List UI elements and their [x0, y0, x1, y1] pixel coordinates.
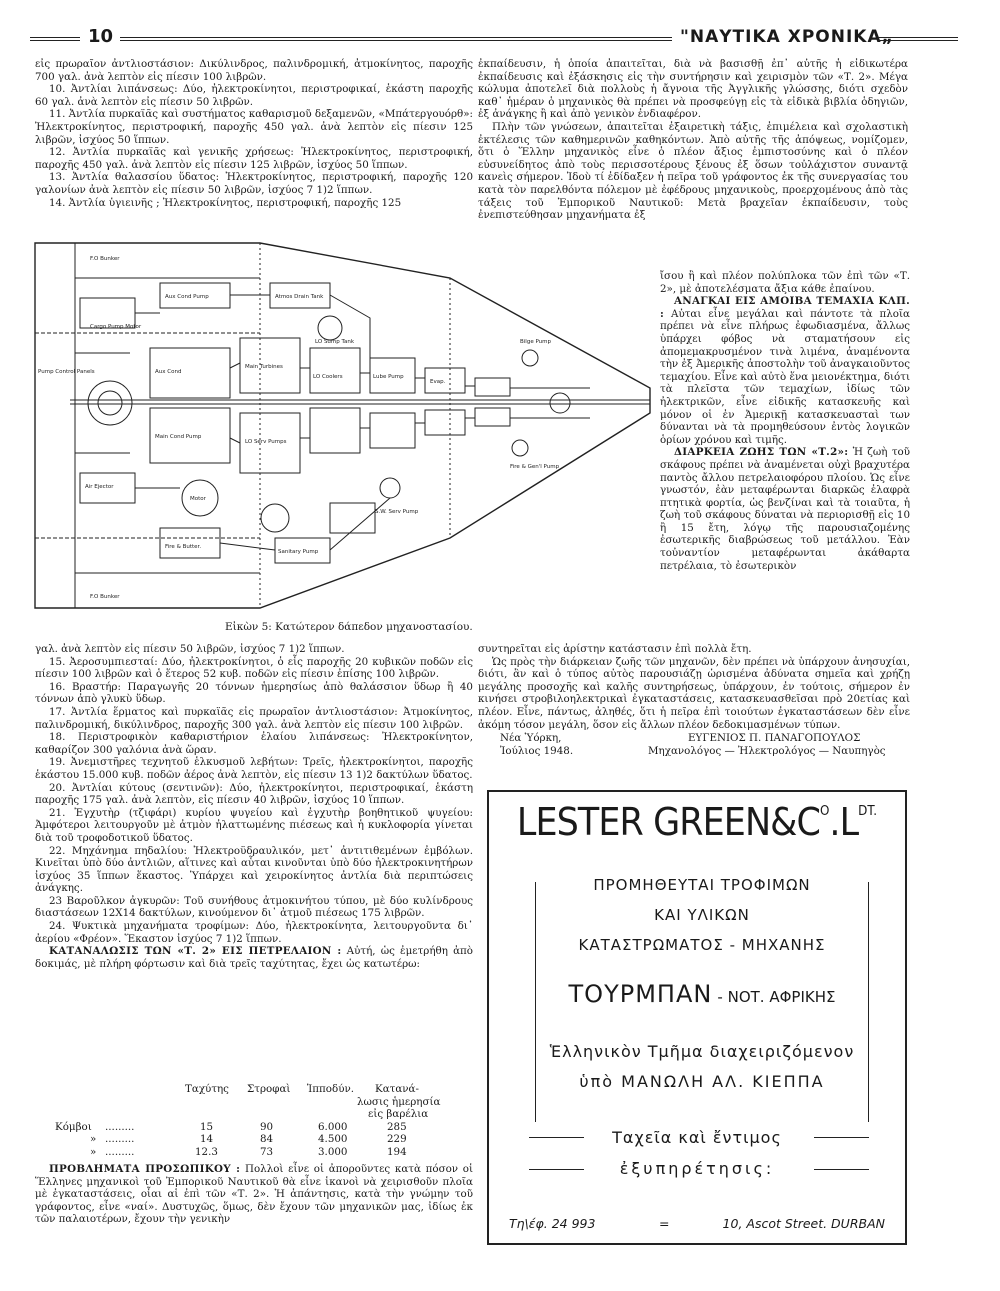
cell-rpm: 84 [260, 1133, 274, 1146]
table-row [35, 1146, 475, 1159]
cell-hp: 3.000 [318, 1145, 348, 1158]
signature-date: Ἰούλιος 1948. [500, 744, 574, 757]
header-rule-middle [120, 37, 672, 41]
section-heading: ΚΑΤΑΝΑΛΩΣΙΣ ΤΩΝ «Τ. 2» ΕΙΣ ΠΕΤΡΕΛΑΙΟΝ : [49, 945, 342, 958]
header-rule-left [30, 37, 80, 41]
ad-inner-box [535, 876, 869, 1122]
cell-speed: 14 [200, 1133, 214, 1146]
cell-speed: 12.3 [195, 1145, 218, 1158]
ad-country: - ΝΟΤ. ΑΦΡΙΚΗΣ [717, 988, 836, 1006]
ad-company-ltd: .L [829, 800, 859, 844]
ad-rule [814, 1137, 869, 1138]
paragraph: 16. Βραστήρ: Παραγωγῆς 20 τόννων ἡμερησίως ἀπὸ θαλάσσιον ὕδωρ ἢ 40 τόννων ἀπὸ γλυκὺ ὕδωρ. [35, 680, 473, 706]
diagram-label: S.W. Serv Pump [375, 509, 419, 515]
diagram-label: Fire & Gen'l Pump [510, 464, 560, 470]
diagram-label: Atmos Drain Tank [275, 294, 324, 300]
engine-room-diagram [30, 238, 655, 618]
table-row [35, 1133, 475, 1146]
paragraph: 20. Ἀντλίαι κύτους (σεντινῶν): Δύο, ἠλεκτροκίνητοι, περιστροφικαί, ἑκάστη παροχῆς 175 γαλ. ἀνὰ λεπτὸν, εἰς πίεσιν 40 λιβρῶν, ἰσχύος 10 ἵππων. [35, 781, 473, 807]
row-dots: ......... [105, 1133, 135, 1146]
cell-hp: 6.000 [318, 1120, 348, 1133]
table-header-row [35, 1096, 475, 1109]
column-header: λωσις ἡμερησία [357, 1095, 441, 1108]
magazine-title: "ΝΑΥΤΙΚΑ ΧΡΟΝΙΚΑ„ [680, 27, 894, 47]
personnel-section [35, 1163, 473, 1226]
cell-speed: 15 [200, 1120, 214, 1133]
cell-consumption: 285 [387, 1120, 407, 1133]
diagram-label: F.O Bunker [90, 256, 120, 262]
row-dots: ......... [105, 1120, 135, 1133]
paragraph: εἰς πρωραῖον ἀντλιοστάσιον: Δικύλινδρος, παλινδρομική, ἀτμοκίνητος, παροχῆς 700 γαλ. ἀνὰ λεπτὸν εἰς πίεσιν 100 λιβρῶν. [35, 58, 473, 83]
table-row [35, 1121, 475, 1134]
signature-block [478, 732, 910, 758]
column-header: Ἱπποδύν. [307, 1083, 354, 1095]
paragraph: γαλ. ἀνὰ λεπτὸν εἰς πίεσιν 50 λιβρῶν, ἰσχύος 7 1)2 ἵππων. [35, 643, 345, 655]
ad-company-text: LESTER GREEN&C [516, 800, 821, 844]
left-column-top [35, 58, 473, 209]
paragraph: Πλὴν τῶν γνώσεων, ἀπαιτεῖται ἐξαιρετικὴ τάξις, ἐπιμέλεια καὶ σχολαστικὴ ἐκτέλεσις τῶν καθημερινῶν καθηκόντων. Ἀπὸ αὐτῆς τῆς ἀπόψεως, νομίζομεν, ὅτι ὁ Ἕλλην μηχανικὸς εἶνε ὁ πλέον ἄξιος ἐμπιστοσύνης καὶ ὁ πλέον εὐσυνείδητος ἀπὸ τοὺς περισσοτέρους ξένους ἐξ ὅσων τοὐλάχιστον συναντᾷ κανεὶς σήμερον. Ἰδοὺ τί ἐδίδαξεν ἡ πεῖρα τοῦ γράφοντος ἐκ τῆς συνεργασίας του κατὰ τὸν παρελθόντα πόλεμον μὲ ἐφέδρους μηχανικοὺς, προερχομένους ἀπὸ τὰς τάξεις τοῦ Ἐμπορικοῦ Ναυτικοῦ: Μετὰ βραχεῖαν ἐκπαίδευσιν, τοὺς ἐνεπιστεύθησαν μηχανήματα ἐξ [478, 120, 908, 222]
right-column-middle [660, 270, 910, 572]
paragraph: 22. Μηχάνημα πηδαλίου: Ἠλεκτροϋδραυλικόν, μετ᾽ ἀντιτιθεμένων ἐμβόλων. Κινεῖται ὑπὸ δύο ἀντλιῶν, αἵτινες καὶ αὗται κινοῦνται ὑπὸ δύο ἠλεκτροκινητήρων ἰσχύος 35 ἵππων ἕκαστος. Ὑπάρχει καὶ χειροκίνητος ἀντλία διὰ περιπτώσεις ἀνάγκης. [35, 844, 473, 895]
ad-city: ΤΟΥΡΜΠΑΝ [568, 980, 713, 1008]
row-label: » [90, 1133, 97, 1146]
cell-consumption: 194 [387, 1145, 407, 1158]
row-label: Κόμβοι [55, 1120, 92, 1133]
header-rule-right [878, 37, 958, 41]
paragraph: 17. Ἀντλία ἕρματος καὶ πυρκαϊᾶς εἰς πρωραῖον ἀντλιοστάσιον: Ἀτμοκίνητος, παλινδρομική, δικύλινδρος, παροχῆς 300 γαλ. ἀνὰ λεπτὸν εἰς πίεσιν 100 λιβρῶν. [35, 705, 473, 731]
column-header: Κατανά- [375, 1083, 419, 1095]
ad-city-line [536, 980, 868, 1008]
ad-rule [814, 1169, 869, 1170]
paragraph: 24. Ψυκτικὰ μηχανήματα τροφίμων: Δύο, ἠλεκτροκίνητα, λειτουργοῦντα δι᾽ ἀερίου «Φρέον». Ἕκαστον ἰσχύος 7 1)2 ἵππων. [35, 920, 473, 945]
diagram-label: Lube Pump [373, 374, 404, 380]
diagram-label: Bilge Pump [520, 339, 552, 345]
diagram-label: Pump Control Panels [38, 369, 95, 375]
paragraph: ἴσου ἢ καὶ πλέον πολύπλοκα τῶν ἐπὶ τῶν «Τ. 2», μὲ ἀποτελέσματα ἄξια κάθε ἐπαίνου. [660, 270, 910, 295]
diagram-label: LO Sump Tank [315, 339, 355, 345]
section [660, 295, 910, 446]
ad-address: 10, Ascot Street. DURBAN [722, 1216, 885, 1231]
diagram-label: Cargo Pump Motor [90, 324, 142, 330]
ad-line: ἐξυπηρέτησις: [619, 1159, 775, 1178]
diagram-label: Fire & Butter. [165, 544, 202, 550]
ad-company-dt: DT. [858, 804, 878, 819]
diagram-label: Sanitary Pump [278, 549, 319, 555]
column-header: Στροφαὶ [247, 1083, 291, 1095]
table-header-row [35, 1108, 475, 1121]
diagram-label: Main Cond Pump [155, 434, 202, 440]
section-text: Πολλοὶ εἶνε οἱ ἀποροῦντες κατὰ πόσον οἱ Ἕλληνες μηχανικοὶ τοῦ Ἐμπορικοῦ Ναυτικοῦ θὰ εἶνε ἱκανοὶ νὰ χειρισθοῦν πλοῖα μὲ ἐγκαταστάσεις, οἷαι αἱ ἐπὶ τῶν «Τ. 2». Ἡ ἀπάντησις, κατὰ τὴν γνώμην τοῦ γράφοντος, εἶνε «ναί». Δυστυχῶς, ὅμως, δὲν ἔχουν τῶν μηχανικῶν μας, ἰδίως ἐκ τῶν παλαιοτέρων, ἔχουν τὴν γενικὴν [35, 1163, 473, 1226]
left-column-bottom [35, 643, 473, 970]
diagram-label: Air Ejector [85, 484, 114, 490]
paragraph: 15. Ἀεροσυμπιεσταί: Δύο, ἠλεκτροκίνητοι, ὁ εἷς παροχῆς 20 κυβικῶν ποδῶν εἰς πίεσιν 100 λιβρῶν καὶ ὁ ἕτερος 52 κυβ. ποδῶν εἰς πίεσιν ἐπίσης 100 λιβρῶν. [35, 655, 473, 681]
paragraph: 23 Βαροῦλκον ἀγκυρῶν: Τοῦ συνήθους ἀτμοκινήτου τύπου, μὲ δύο κυλίνδρους διαστάσεων 12Χ14 δακτύλων, κινούμενον δι᾽ ἀτμοῦ πιέσεως 175 λιβρῶν. [35, 894, 473, 920]
ad-separator: = [659, 1216, 670, 1231]
section-heading: ΠΡΟΒΛΗΜΑΤΑ ΠΡΟΣΩΠΙΚΟΥ : [49, 1163, 241, 1175]
ad-line: ΚΑΤΑΣΤΡΩΜΑΤΟΣ - ΜΗΧΑΝΗΣ [578, 936, 826, 954]
paragraph: 19. Ἀνεμιστῆρες τεχνητοῦ ἑλκυσμοῦ λεβήτων: Τρεῖς, ἠλεκτροκίνητοι, παροχῆς ἑκάστου 15.000 κυβ. ποδῶν ἀέρος ἀνὰ λεπτὸν, εἰς πίεσιν 13 1)2 δακτύλων ὕδατος. [35, 756, 473, 781]
diagram-label: LO Coolers [313, 374, 343, 380]
ad-line: ὑπὸ ΜΑΝΩΛΗ ΑΛ. ΚΙΕΠΠΑ [579, 1072, 825, 1091]
diagram-label: Motor [190, 496, 206, 502]
paragraph: 18. Περιστροφικὸν καθαριστήριον ἐλαίου λιπάνσεως: Ἠλεκτροκίνητον, καθαρίζον 300 γαλόνια ἀνὰ ὥραν. [35, 731, 473, 756]
diagram-label: LO Serv Pumps [245, 439, 287, 445]
figure-caption: Εἰκὼν 5: Κατώτερον δάπεδον μηχανοστασίου. [225, 621, 473, 633]
section [660, 446, 910, 572]
cell-hp: 4.500 [318, 1133, 348, 1146]
section-text: Ἡ ζωὴ τοῦ σκάφους πρέπει νὰ ἀναμένεται οὐχὶ βραχυτέρα παντὸς ἄλλου πετρελαιοφόρου πλοίου. Ὡς εἶνε γνωστόν, ἐὰν μεταφέρωνται διαρκῶς ἐλαφρὰ πτητικὰ φορτία, ὡς βενζίναι καὶ τὰ τοιαῦτα, ἡ ζωὴ τοῦ σκάφους δύναται νὰ περιορισθῇ εἰς 10 ἢ 15 ἔτη, λόγῳ τῆς παρουσιαζομένης ἐσωτερικῆς διαβρώσεως τοῦ μετάλλου. Ἐὰν τοὐναντίον μεταφέρωνται ἀκάθαρτα πετρέλαια, τὸ ἐσωτερικὸν [660, 446, 910, 572]
ad-line: Ἑλληνικὸν Τμῆμα διαχειριζόμενον [549, 1042, 855, 1061]
right-column-top [478, 58, 908, 222]
ad-line: Ταχεῖα καὶ ἔντιμος [612, 1128, 782, 1147]
diagram-label: Aux Cond [155, 369, 182, 375]
paragraph: ἐκπαίδευσιν, ἡ ὁποία ἀπαιτεῖται, διὰ νὰ βασισθῇ ἐπ᾽ αὐτῆς ἡ εἰδικωτέρα ἐκπαίδευσις καὶ ἐξάσκησις εἰς τὴν συντήρησιν καὶ χειρισμὸν τῶν «Τ. 2». Μέγα κώλυμα ἀποτελεῖ διὰ πολλοὺς ἡ ἄγνοια τῆς Ἀγγλικῆς γλώσσης, διότι σχεδὸν καθ᾽ ἡμέραν ὁ μηχανικὸς θὰ πρέπει νὰ προσφεύγῃ εἰς τὰ εἰδικὰ βιβλία ὁδηγιῶν, ἐξ ἀνάγκης ἢ καὶ ἀπὸ γενικὸν ἐνδιαφέρον. [478, 58, 908, 121]
cell-consumption: 229 [387, 1133, 407, 1146]
section [35, 945, 473, 970]
section-heading: ΔΙΑΡΚΕΙΑ ΖΩΗΣ ΤΩΝ «Τ.2»: [674, 446, 849, 459]
signature-place: Νέα Ὑόρκη, [500, 732, 562, 745]
section-text: Αὐτή, ὡς ἐμετρήθη ἀπὸ δοκιμάς, μὲ πλήρη φόρτωσιν καὶ διὰ τρεῖς ταχύτητας, ἔχει ὡς κατωτέρω: [35, 945, 473, 970]
section-text: Αὐται εἶνε μεγάλαι καὶ πάντοτε τὰ πλοῖα πρέπει νὰ εἶνε πλήρως ἐφωδιασμένα, ἄλλως ὑπάρχει φόβος νὰ σταματήσουν εἰς ἀπομεμακρυσμένον τινὰ λιμένα, ἀναμένοντα τὴν ἐξ Ἀμερικῆς ἀποστολὴν τοῦ ἀναγκαιοῦντος τεμαχίου. Εἶνε καὶ αὐτὸ ἕνα μειονέκτημα, διότι τὰ πλεῖστα τῶν τεμαχίων, ἰδίως τῶν ἠλεκτρικῶν, εἶνε εἰδικῆς κατασκευῆς καὶ μόνον οἱ ἐν Ἀμερικῇ κατασκευασταὶ των δύνανται νὰ τὰ προμηθεύσουν ἐντὸς λογικῶν ὁρίων χρόνου καὶ τιμῆς. [660, 307, 910, 446]
page-header [30, 28, 958, 50]
section-heading: ΑΝΑΓΚΑΙ ΕΙΣ ΑΜΟΙΒΑ ΤΕΜΑΧΙΑ ΚΛΠ. : [660, 295, 910, 320]
ad-company-name [506, 800, 889, 844]
row-label: » [90, 1145, 97, 1158]
column-header: Ταχύτης [185, 1083, 229, 1095]
engine-room-plan [30, 238, 655, 618]
paragraph: Ὡς πρὸς τὴν διάρκειαν ζωῆς τῶν μηχανῶν, δὲν πρέπει νὰ ὑπάρχουν ἀνησυχίαι, διότι, ἂν καὶ ὁ τύπος αὐτὸς παρουσιάζῃ ὡρισμένα ἀδύνατα σημεῖα καὶ χρήζῃ μεγάλης προσοχῆς καὶ καλῆς συντηρήσεως, ὑπάρχουν, ἐν τούτοις, σήμερον ἐν κινήσει στροβιλοηλεκτρικαὶ ἐγκαταστάσεις, κατασκευασθεῖσαι πρὸ 20ετίας καὶ πλέον. Εἶνε, πάντως, ἀληθές, ὅτι ἡ πεῖρα ἐπὶ τοιούτων ἐγκαταστάσεων δὲν εἶνε ἀκόμη τόσον μεγάλη, ὅσον εἰς ἄλλων πλέον δεδοκιμασμένων τύπων. [478, 655, 910, 731]
diagram-label: Evap. [430, 379, 446, 385]
cell-rpm: 90 [260, 1120, 274, 1133]
ad-line: ΚΑΙ ΥΛΙΚΩΝ [654, 906, 750, 924]
paragraph: 11. Ἀντλία πυρκαϊᾶς καὶ συστήματος καθαρισμοῦ δεξαμενῶν, «Μπάτεργουόρθ»: Ἠλεκτροκίνητος, περιστροφική, παροχῆς 450 γαλ. ἀνὰ λεπτὸν εἰς πίεσιν 125 λιβρῶν, ἰσχύος 50 ἵππων. [35, 108, 474, 146]
paragraph: 14. Ἀντλία ὑγιεινῆς ; Ἠλεκτροκίνητος, περιστροφική, παροχῆς 125 [49, 196, 402, 209]
ad-company-o: O [820, 804, 830, 819]
paragraph: συντηρεῖται εἰς ἀρίστην κατάστασιν ἐπὶ πολλὰ ἔτη. [478, 643, 752, 655]
row-dots: ......... [105, 1145, 135, 1158]
section [35, 1163, 473, 1226]
paragraph: 13. Ἀντλία θαλασσίου ὕδατος: Ἠλεκτροκίνητος, περιστροφική, παροχῆς 120 γαλονίων ἀνὰ λεπτὸν εἰς πίεσιν 50 λιβρῶν, ἰσχύος 7 1)2 ἵππων. [35, 171, 473, 196]
table-header-row [35, 1083, 475, 1096]
ad-line: ΠΡΟΜΗΘΕΥΤΑΙ ΤΡΟΦΙΜΩΝ [593, 876, 811, 894]
diagram-label: Main Turbines [245, 364, 283, 370]
ad-phone: Τη\έφ. 24 993 [509, 1216, 596, 1231]
signature-author: ΕΥΓΕΝΙΟΣ Π. ΠΑΝΑΓΟΠΟΥΛΟΣ [688, 732, 861, 745]
page-number: 10 [88, 26, 114, 47]
signature-profession: Μηχανολόγος — Ἠλεκτρολόγος — Ναυπηγὸς [648, 744, 886, 757]
column-header: εἰς βαρέλια [368, 1108, 429, 1121]
paragraph: 12. Ἀντλία πυρκαϊᾶς καὶ γενικῆς χρήσεως: Ἠλεκτροκίνητος, περιστροφική, παροχῆς 450 γαλ. ἀνὰ λεπτὸν εἰς πίεσιν 125 λιβρῶν, ἰσχύος 50 ἵππων. [35, 146, 473, 171]
advertisement [487, 790, 907, 1245]
right-column-bottom [478, 643, 910, 758]
paragraph: 21. Ἐγχυτὴρ (τζιφάρι) κυρίου ψυγείου καὶ ἐγχυτὴρ βοηθητικοῦ ψυγείου: Ἀμφότεροι λειτουργοῦν μὲ ἀτμὸν ἠλαττωμένης πιέσεως καὶ ἡ κυκλοφορία γίνεται διὰ τοῦ τροφοδοτικοῦ ὕδατος. [35, 806, 473, 844]
cell-rpm: 73 [260, 1145, 274, 1158]
consumption-table [35, 1083, 475, 1159]
diagram-label: F.O Bunker [90, 594, 120, 600]
paragraph: 10. Ἀντλίαι λιπάνσεως: Δύο, ἠλεκτροκίνητοι, περιστροφικαί, ἑκάστη παροχῆς 60 γαλ. ἀνὰ λεπτὸν εἰς πίεσιν 50 λιβρῶν. [35, 83, 473, 108]
diagram-label: Aux Cond Pump [165, 294, 209, 300]
